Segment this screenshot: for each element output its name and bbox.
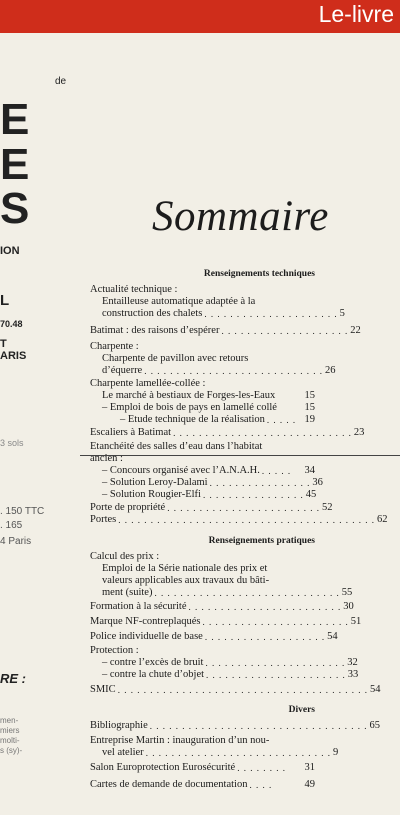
left-letter-2: E — [0, 140, 30, 189]
page-number: 15 — [304, 390, 315, 401]
toc-text: Batimat : des raisons d’espérer — [90, 325, 220, 336]
section-heading-techniques: Renseignements techniques — [203, 269, 315, 279]
left-text-165: . 165 — [0, 520, 23, 531]
toc-entry-entreprise: Entreprise Martin : inauguration d’un nou- vel atelier . . . . . . . . . . . . . . . . . . . . . . . . . . . . . 9 — [90, 735, 339, 758]
left-text-70-48: 70.48 — [0, 319, 23, 329]
toc-text: – Emploi de bois de pays en lamellé collé — [102, 402, 277, 413]
page-number: 23 — [353, 427, 365, 438]
page-number: 22 — [350, 325, 361, 336]
toc-text: Escaliers à Batimat — [90, 427, 172, 438]
toc-entry-salon: Salon Europrotection Eurosécurité . . . . . . . . 31 — [90, 762, 315, 773]
toc-entry-charpente: Charpente : Charpente de pavillon avec retours d’équerre . . . . . . . . . . . . . . . . . . . . . . . . . . . . 26 — [90, 341, 336, 376]
left-letter-1: E — [0, 95, 30, 144]
page-number: 55 — [341, 587, 353, 598]
toc-heading: Actualité technique : — [90, 284, 178, 295]
toc-entry-protection: Protection : – contre l’excès de bruit . . . . . . . . . . . . . . . . . . . . . . 32 – contre la chute d’objet . . . . . . . . . . . . . . . . . . . . . . 33 — [90, 645, 359, 680]
toc-line: valeurs applicables aux travaux du bâti- — [102, 575, 270, 586]
toc-entry-porte: Porte de propriété . . . . . . . . . . . . . . . . . . . . . . . . 52 — [90, 502, 333, 513]
toc-heading: Charpente lamellée-collée : — [90, 378, 206, 389]
section-heading-divers: Divers — [288, 705, 315, 715]
toc-entry-marque: Marque NF-contreplaqués . . . . . . . . . . . . . . . . . . . . . . . 51 — [90, 616, 362, 627]
toc-entry-escaliers: Escaliers à Batimat . . . . . . . . . . . . . . . . . . . . . . . . . . . . 23 — [90, 427, 365, 438]
page-number: 26 — [324, 365, 336, 376]
toc-text: Police individuelle de base — [90, 631, 203, 642]
toc-entry-bibliographie: Bibliographie . . . . . . . . . . . . . . . . . . . . . . . . . . . . . . . . . . 65 — [90, 720, 380, 731]
toc-line: Entailleuse automatique adaptée à la — [102, 296, 256, 307]
toc-entry-calcul: Calcul des prix : Emploi de la Série nationale des prix et valeurs applicables aux travaux du bâti- ment (suite) . . . . . . . . . . . . . . . . . . . . . . . . . . . . . 55 — [90, 551, 353, 598]
page-number: 5 — [339, 308, 345, 319]
toc-text: ment (suite) — [102, 587, 153, 598]
toc-entry-smic: SMIC . . . . . . . . . . . . . . . . . . . . . . . . . . . . . . . . . . . . . . . 54 — [90, 684, 381, 695]
toc-heading: Charpente : — [90, 341, 139, 352]
toc-entry-formation: Formation à la sécurité . . . . . . . . . . . . . . . . . . . . . . . . 30 — [90, 601, 354, 612]
toc-text: vel atelier — [102, 747, 144, 758]
page-number: 62 — [377, 514, 388, 525]
toc-heading: Calcul des prix : — [90, 551, 160, 562]
left-de: de — [55, 76, 67, 87]
toc-text: Cartes de demande de documentation — [90, 779, 248, 790]
toc-text: – contre la chute d’objet — [102, 669, 205, 680]
toc-entry-etancheite: Etanchéité des salles d’eau dans l’habitat ancien : – Concours organisé avec l’A.N.A.H. . . . . . 34 – Solution Leroy-Dalami . . . . . . . . . . . . . . . . 36 – Solution Rougier-Elfi . . . . . . . . . . . . . . . . 45 — [90, 441, 323, 500]
page-number: 30 — [343, 601, 354, 612]
toc-entry-actualite — [90, 284, 345, 320]
toc-text: – Solution Rougier-Elfi — [102, 489, 201, 500]
page-number: 65 — [369, 720, 380, 731]
left-fragment-3: molti- — [0, 736, 20, 745]
toc-entry-portes: Portes . . . . . . . . . . . . . . . . . . . . . . . . . . . . . . . . . . . . . . . . 62 — [90, 514, 388, 525]
left-fragment-4: s (sy)- — [0, 746, 23, 755]
page-title: Sommaire — [152, 193, 329, 240]
page-number: 34 — [304, 465, 315, 476]
toc-entry-lamellee: Charpente lamellée-collée : Le marché à bestiaux de Forges-les-Eaux 15 – Emploi de bois de pays en lamellé collé 15 – Etude technique de la réalisation . . . . . 19 — [90, 378, 315, 425]
cropped-left-column — [0, 40, 82, 810]
toc-line: Emploi de la Série nationale des prix et — [102, 563, 268, 574]
watermark-banner — [0, 0, 400, 33]
page-number: 31 — [304, 762, 315, 773]
page-number: 9 — [332, 747, 339, 758]
page-number: 52 — [321, 502, 333, 513]
left-text-paris: 4 Paris — [0, 536, 32, 547]
page-number: 54 — [327, 631, 338, 642]
left-fragment-2: miers — [0, 726, 20, 735]
toc-text: d’équerre — [102, 365, 143, 376]
toc-text: Bibliographie — [90, 720, 148, 731]
toc-text: – Concours organisé avec l’A.N.A.H. — [102, 465, 260, 476]
page-number: 45 — [305, 489, 317, 500]
toc-heading: Etanchéité des salles d’eau dans l’habitat — [90, 441, 263, 452]
page-number: 19 — [304, 414, 315, 425]
toc-entry-police: Police individuelle de base . . . . . . . . . . . . . . . . . . . 54 — [90, 631, 338, 642]
toc-text: construction des chalets — [102, 308, 203, 319]
page-number: 36 — [312, 477, 323, 488]
toc-text: Salon Europrotection Eurosécurité — [90, 762, 236, 773]
left-text-ion: ION — [0, 245, 20, 257]
page-number: 32 — [347, 657, 358, 668]
left-text-150-ttc: . 150 TTC — [0, 506, 45, 517]
page-number: 51 — [350, 616, 362, 627]
toc-text: SMIC — [90, 684, 116, 695]
toc-text: – contre l’excès de bruit — [102, 657, 204, 668]
toc-heading: Entreprise Martin : inauguration d’un nou- — [90, 735, 270, 746]
page-number: 33 — [347, 669, 359, 680]
watermark-text: Le-livre — [318, 1, 394, 27]
toc-line: Charpente de pavillon avec retours — [102, 353, 249, 364]
left-text-t: T — [0, 338, 7, 350]
left-text-sols: 3 sols — [0, 438, 24, 448]
page-number: 54 — [369, 684, 381, 695]
left-letter-3: S — [0, 184, 30, 233]
toc-entry-batimat: Batimat : des raisons d’espérer . . . . . . . . . . . . . . . . . . . . 22 — [90, 325, 361, 336]
toc-entry-cartes: Cartes de demande de documentation . . . . 49 — [90, 779, 315, 790]
toc-text: Porte de propriété — [90, 502, 166, 513]
toc-text: Portes — [90, 514, 117, 525]
toc-text: Formation à la sécurité — [90, 601, 187, 612]
left-text-l: L — [0, 292, 10, 309]
toc-heading: Protection : — [90, 645, 139, 656]
left-fragment-1: men- — [0, 716, 19, 725]
left-text-aris: ARIS — [0, 350, 27, 362]
page-number: 49 — [304, 779, 315, 790]
toc-text: Le marché à bestiaux de Forges-les-Eaux — [102, 390, 276, 401]
left-text-re: RE : — [0, 671, 26, 686]
toc-heading: ancien : — [90, 453, 123, 464]
toc-line-with-page: construction des chalets . . . . . . . . . . . . . . . . . . . . . 5 — [102, 308, 345, 319]
toc-text: Marque NF-contreplaqués — [90, 616, 201, 627]
page-number: 15 — [304, 402, 315, 413]
toc-text: – Solution Leroy-Dalami — [102, 477, 208, 488]
toc-text: – Etude technique de la réalisation — [120, 414, 265, 425]
section-heading-pratiques: Renseignements pratiques — [208, 536, 315, 546]
